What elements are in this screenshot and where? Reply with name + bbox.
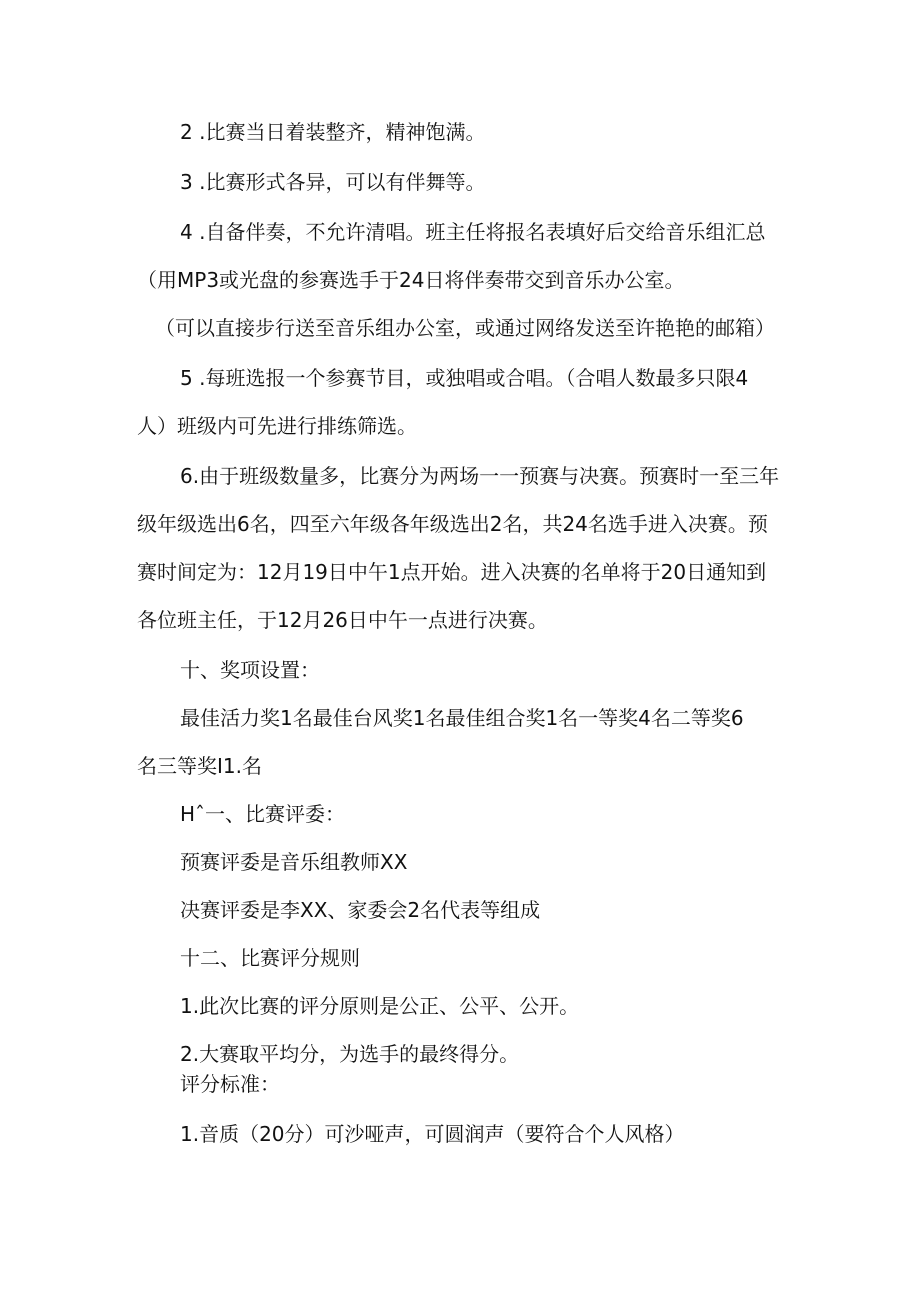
text-line: 名三等奖I1.名 [137, 754, 262, 778]
text-line: 3 .比赛形式各异，可以有伴舞等。 [180, 170, 486, 194]
text-line: 1.音质（20分）可沙哑声，可圆润声（要符合个人风格） [180, 1122, 685, 1146]
text-line: 2.大赛取平均分，为选手的最终得分。 [180, 1042, 520, 1066]
text-line: 最佳活力奖1名最佳台风奖1名最佳组合奖1名一等奖4名二等奖6 [180, 706, 744, 730]
text-line: 2 .比赛当日着装整齐，精神饱满。 [180, 120, 486, 144]
text-line: 决赛评委是李XX、家委会2名代表等组成 [180, 898, 541, 922]
text-line: （用MP3或光盘的参赛选手于24日将伴奏带交到音乐办公室。 [137, 268, 685, 292]
text-line: 4 .自备伴奏，不允许清唱。班主任将报名表填好后交给音乐组汇总 [180, 220, 766, 244]
section-heading: 十、奖项设置： [180, 658, 320, 682]
text-line: 赛时间定为：12月19日中午1点开始。进入决赛的名单将于20日通知到 [137, 560, 767, 584]
text-line: 6.由于班级数量多，比赛分为两场一一预赛与决赛。预赛时一至三年 [180, 464, 780, 488]
section-heading: Hˆ一、比赛评委： [180, 802, 346, 826]
text-line: 5 .每班选报一个参赛节目，或独唱或合唱。（合唱人数最多只限4 [180, 366, 749, 390]
text-line: （可以直接步行送至音乐组办公室，或通过网络发送至许艳艳的邮箱） [155, 316, 775, 340]
text-line: 各位班主任，于12月26日中午一点进行决赛。 [137, 608, 548, 632]
text-line: 评分标准： [180, 1072, 280, 1096]
text-line: 人）班级内可先进行排练筛选。 [137, 414, 417, 438]
text-line: 预赛评委是音乐组教师XX [180, 850, 408, 874]
section-heading: 十二、比赛评分规则 [180, 946, 360, 970]
text-line: 1.此次比赛的评分原则是公正、公平、公开。 [180, 994, 580, 1018]
text-line: 级年级选出6名，四至六年级各年级选出2名，共24名选手进入决赛。预 [137, 512, 768, 536]
